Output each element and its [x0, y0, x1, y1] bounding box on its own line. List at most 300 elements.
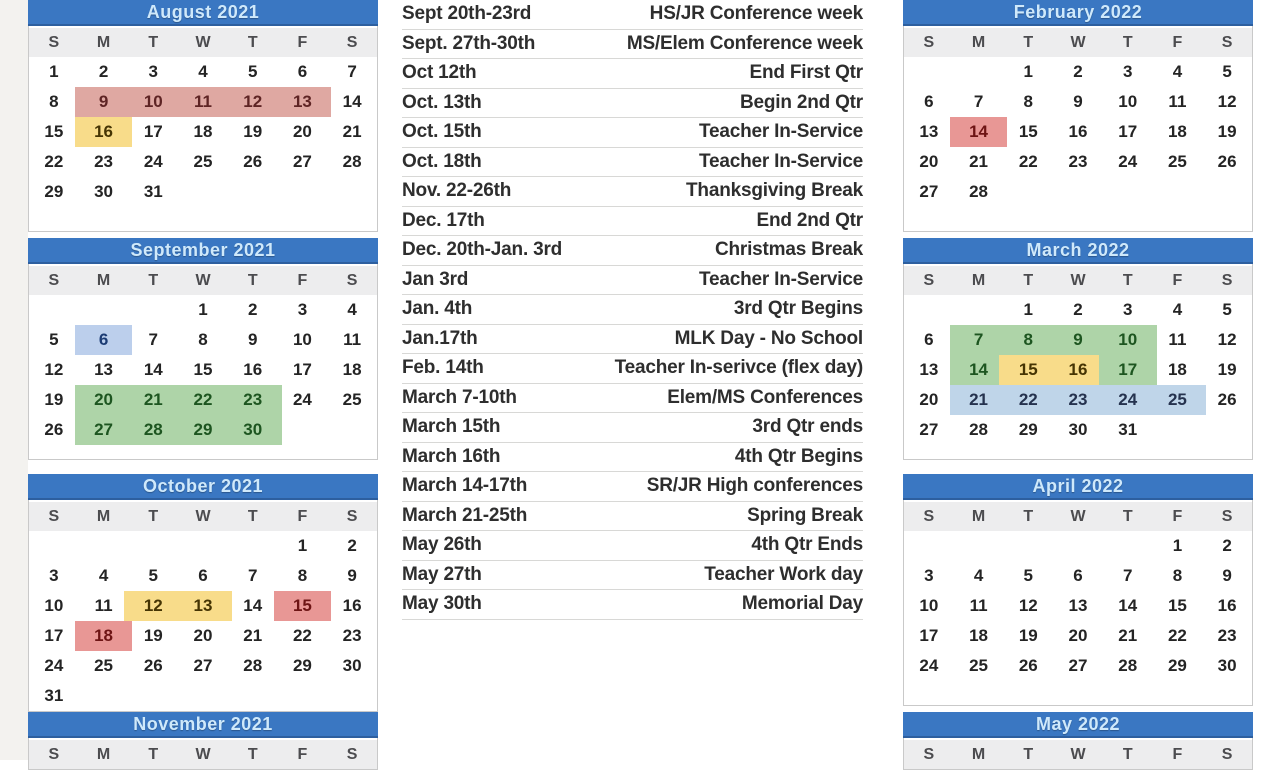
- event-label: MS/Elem Conference week: [626, 32, 863, 54]
- day-cell: 26: [1217, 390, 1237, 409]
- weekday-label: F: [297, 34, 308, 51]
- day-cell: 29: [44, 182, 64, 201]
- day-cell: 26: [1217, 152, 1237, 171]
- empty-cell: [1003, 531, 1053, 561]
- day-cell: 8: [1003, 325, 1053, 355]
- event-row: [402, 89, 863, 119]
- weekday-label: M: [971, 34, 986, 51]
- day-cell: 25: [342, 390, 362, 409]
- event-label: 4th Qtr Begins: [734, 445, 863, 467]
- day-cell: 5: [1023, 566, 1034, 585]
- event-row: [402, 266, 863, 296]
- event-date: Nov. 22-26th: [402, 180, 512, 202]
- month-title: May 2022: [903, 712, 1253, 738]
- weekday-label: F: [1172, 272, 1183, 289]
- weekday-label: T: [1122, 746, 1133, 763]
- event-date: Jan.17th: [402, 327, 478, 349]
- day-cell: 28: [342, 152, 362, 171]
- day-cell: 25: [1167, 152, 1187, 171]
- day-cell: 17: [1103, 355, 1153, 385]
- day-cell: 18: [969, 626, 989, 645]
- day-cell: 10: [1118, 92, 1138, 111]
- month-august-2021: [28, 0, 378, 232]
- empty-cell: [904, 57, 954, 87]
- weekday-header-row: [29, 266, 377, 295]
- event-label: End First Qtr: [749, 62, 863, 84]
- day-cell: 5: [1222, 62, 1232, 81]
- month-day-grid: [29, 295, 377, 445]
- event-row: [402, 207, 863, 237]
- day-cell: 26: [143, 656, 163, 675]
- event-date: Sept 20th-23rd: [402, 3, 532, 25]
- day-cell: 22: [178, 385, 228, 415]
- event-label: Teacher In-Service: [699, 268, 863, 290]
- day-cell: 16: [79, 117, 129, 147]
- day-cell: 15: [1167, 596, 1187, 615]
- day-cell: 7: [347, 62, 357, 81]
- day-cell: 5: [148, 566, 159, 585]
- event-date: May 26th: [402, 534, 482, 556]
- day-cell: 30: [228, 415, 278, 445]
- day-cell: 3: [49, 566, 59, 585]
- day-cell: 11: [1168, 330, 1187, 349]
- day-cell: 19: [1217, 122, 1237, 141]
- day-cell: 28: [243, 656, 263, 675]
- day-cell: 1: [49, 62, 59, 81]
- day-cell: 13: [919, 122, 939, 141]
- month-body: [28, 264, 378, 460]
- weekday-label: T: [247, 746, 258, 763]
- day-cell: 21: [954, 385, 1004, 415]
- weekday-label: F: [297, 272, 308, 289]
- empty-cell: [1153, 177, 1203, 207]
- day-cell: 3: [1122, 300, 1133, 319]
- day-cell: 21: [969, 152, 989, 171]
- day-cell: 12: [1217, 92, 1237, 111]
- day-cell: 9: [79, 87, 129, 117]
- event-row: [402, 236, 863, 266]
- weekday-label: T: [1023, 34, 1034, 51]
- day-cell: 18: [79, 621, 129, 651]
- day-cell: 12: [228, 87, 278, 117]
- day-cell: 26: [243, 152, 263, 171]
- weekday-label: W: [1070, 34, 1086, 51]
- weekday-label: F: [1172, 746, 1183, 763]
- day-cell: 23: [228, 385, 278, 415]
- day-cell: 6: [297, 62, 308, 81]
- month-body: [28, 500, 378, 712]
- day-cell: 11: [94, 596, 113, 615]
- event-label: Begin 2nd Qtr: [739, 91, 863, 113]
- weekday-label: T: [1023, 746, 1034, 763]
- event-label: Elem/MS Conferences: [667, 386, 863, 408]
- month-day-grid: [29, 57, 377, 207]
- day-cell: 27: [292, 152, 312, 171]
- event-date: Dec. 20th-Jan. 3rd: [402, 239, 563, 261]
- day-cell: 22: [1167, 626, 1187, 645]
- day-cell: 14: [143, 360, 163, 379]
- day-cell: 20: [292, 122, 312, 141]
- weekday-label: M: [96, 508, 111, 525]
- month-title: October 2021: [28, 474, 378, 500]
- empty-cell: [29, 531, 79, 561]
- event-label: 3rd Qtr Begins: [733, 298, 863, 320]
- weekday-label: T: [148, 508, 159, 525]
- day-cell: 8: [1023, 92, 1034, 111]
- page-left-margin: [0, 0, 28, 760]
- event-label: Christmas Break: [714, 239, 863, 261]
- event-date: May 30th: [402, 593, 482, 615]
- weekday-header-row: [29, 740, 377, 769]
- day-cell: 25: [193, 152, 213, 171]
- event-row: [402, 413, 863, 443]
- day-cell: 27: [79, 415, 129, 445]
- day-cell: 31: [44, 686, 64, 705]
- day-cell: 15: [1018, 122, 1038, 141]
- day-cell: 29: [292, 656, 312, 675]
- day-cell: 3: [297, 300, 308, 319]
- event-row: [402, 118, 863, 148]
- day-cell: 24: [292, 390, 312, 409]
- day-cell: 4: [347, 300, 357, 319]
- weekday-label: S: [48, 272, 60, 289]
- day-cell: 2: [347, 536, 357, 555]
- day-cell: 25: [1153, 385, 1203, 415]
- weekday-label: S: [48, 746, 60, 763]
- event-date: Feb. 14th: [402, 357, 484, 379]
- month-september-2021: [28, 238, 378, 460]
- day-cell: 15: [278, 591, 328, 621]
- empty-cell: [1202, 415, 1252, 445]
- weekday-label: W: [1070, 508, 1086, 525]
- day-cell: 4: [1172, 300, 1183, 319]
- day-cell: 1: [1023, 62, 1034, 81]
- day-cell: 14: [243, 596, 263, 615]
- month-may-2022: [903, 712, 1253, 770]
- event-row: [402, 295, 863, 325]
- event-date: Jan. 4th: [402, 298, 473, 320]
- day-cell: 30: [94, 182, 114, 201]
- day-cell: 20: [1068, 626, 1088, 645]
- empty-cell: [178, 177, 228, 207]
- event-date: Oct. 13th: [402, 91, 482, 113]
- weekday-label: T: [247, 508, 258, 525]
- day-cell: 25: [94, 656, 114, 675]
- day-cell: 9: [247, 330, 258, 349]
- event-row: [402, 354, 863, 384]
- empty-cell: [128, 531, 178, 561]
- weekday-label: S: [923, 746, 935, 763]
- day-cell: 30: [342, 656, 362, 675]
- day-cell: 11: [969, 596, 988, 615]
- day-cell: 31: [1118, 420, 1138, 439]
- day-cell: 2: [1222, 536, 1232, 555]
- weekday-label: W: [195, 34, 211, 51]
- day-cell: 19: [1217, 360, 1237, 379]
- day-cell: 21: [1118, 626, 1138, 645]
- day-cell: 24: [1118, 152, 1138, 171]
- weekday-label: M: [971, 272, 986, 289]
- event-row: [402, 325, 863, 355]
- day-cell: 21: [342, 122, 362, 141]
- empty-cell: [1202, 177, 1252, 207]
- event-row: [402, 561, 863, 591]
- event-date: March 16th: [402, 445, 501, 467]
- day-cell: 24: [1103, 385, 1153, 415]
- empty-cell: [178, 681, 228, 711]
- empty-cell: [954, 57, 1004, 87]
- event-row: [402, 59, 863, 89]
- month-day-grid: [904, 531, 1252, 681]
- day-cell: 7: [148, 330, 159, 349]
- day-cell: 19: [243, 122, 263, 141]
- month-title: April 2022: [903, 474, 1253, 500]
- empty-cell: [128, 681, 178, 711]
- weekday-label: S: [1221, 508, 1233, 525]
- weekday-header-row: [904, 28, 1252, 57]
- day-cell: 23: [1068, 152, 1088, 171]
- event-date: Oct. 15th: [402, 121, 482, 143]
- day-cell: 11: [1168, 92, 1187, 111]
- month-title: March 2022: [903, 238, 1253, 264]
- event-label: End 2nd Qtr: [756, 209, 863, 231]
- empty-cell: [1103, 531, 1153, 561]
- event-date: March 7-10th: [402, 386, 517, 408]
- day-cell: 6: [924, 330, 934, 349]
- day-cell: 28: [969, 420, 989, 439]
- day-cell: 2: [98, 62, 109, 81]
- day-cell: 10: [292, 330, 312, 349]
- weekday-label: T: [247, 34, 258, 51]
- day-cell: 18: [342, 360, 362, 379]
- day-cell: 12: [1018, 596, 1038, 615]
- weekday-label: T: [1122, 508, 1133, 525]
- day-cell: 15: [1003, 355, 1053, 385]
- day-cell: 13: [1068, 596, 1088, 615]
- empty-cell: [327, 681, 377, 711]
- empty-cell: [954, 295, 1004, 325]
- day-cell: 5: [49, 330, 59, 349]
- day-cell: 23: [1217, 626, 1237, 645]
- day-cell: 16: [1217, 596, 1237, 615]
- day-cell: 14: [954, 117, 1004, 147]
- day-cell: 19: [1018, 626, 1038, 645]
- empty-cell: [228, 177, 278, 207]
- weekday-label: W: [195, 746, 211, 763]
- weekday-label: S: [923, 272, 935, 289]
- event-label: Teacher In-serivce (flex day): [614, 357, 863, 379]
- day-cell: 29: [178, 415, 228, 445]
- weekday-label: S: [346, 746, 358, 763]
- day-cell: 9: [1222, 566, 1232, 585]
- empty-cell: [278, 415, 328, 445]
- empty-cell: [1153, 415, 1203, 445]
- day-cell: 18: [193, 122, 213, 141]
- day-cell: 2: [1073, 62, 1083, 81]
- weekday-label: W: [195, 272, 211, 289]
- event-label: 3rd Qtr ends: [752, 416, 863, 438]
- day-cell: 6: [924, 92, 934, 111]
- day-cell: 28: [128, 415, 178, 445]
- day-cell: 10: [919, 596, 939, 615]
- weekday-label: F: [1172, 34, 1183, 51]
- empty-cell: [904, 295, 954, 325]
- empty-cell: [79, 531, 129, 561]
- event-row: [402, 30, 863, 60]
- day-cell: 17: [143, 122, 163, 141]
- day-cell: 28: [969, 182, 989, 201]
- day-cell: 30: [1217, 656, 1237, 675]
- day-cell: 18: [1167, 360, 1187, 379]
- day-cell: 17: [1118, 122, 1138, 141]
- event-row: [402, 531, 863, 561]
- empty-cell: [228, 531, 278, 561]
- day-cell: 6: [79, 325, 129, 355]
- event-date: March 21-25th: [402, 504, 528, 526]
- event-label: SR/JR High conferences: [646, 475, 863, 497]
- left-calendar-column: [28, 0, 378, 763]
- day-cell: 8: [297, 566, 308, 585]
- month-day-grid: [29, 531, 377, 711]
- event-date: March 15th: [402, 416, 501, 438]
- day-cell: 5: [1222, 300, 1232, 319]
- event-label: Teacher In-Service: [699, 150, 863, 172]
- right-calendar-column: [903, 0, 1253, 763]
- empty-cell: [178, 531, 228, 561]
- weekday-label: S: [1221, 746, 1233, 763]
- day-cell: 29: [1167, 656, 1187, 675]
- event-date: Oct. 18th: [402, 150, 482, 172]
- weekday-label: S: [923, 34, 935, 51]
- day-cell: 24: [143, 152, 163, 171]
- day-cell: 22: [292, 626, 312, 645]
- event-label: Spring Break: [747, 504, 863, 526]
- empty-cell: [278, 681, 328, 711]
- event-label: 4th Qtr Ends: [751, 534, 863, 556]
- day-cell: 28: [1118, 656, 1138, 675]
- day-cell: 5: [247, 62, 258, 81]
- weekday-label: S: [346, 508, 358, 525]
- empty-cell: [128, 295, 178, 325]
- event-label: Thanksgiving Break: [686, 180, 863, 202]
- empty-cell: [327, 415, 377, 445]
- day-cell: 26: [44, 420, 64, 439]
- month-november-2021: [28, 712, 378, 770]
- day-cell: 12: [128, 591, 178, 621]
- empty-cell: [327, 177, 377, 207]
- weekday-label: F: [297, 746, 308, 763]
- event-date: May 27th: [402, 563, 482, 585]
- weekday-label: T: [148, 34, 159, 51]
- day-cell: 3: [1122, 62, 1133, 81]
- weekday-label: T: [247, 272, 258, 289]
- month-body: [28, 738, 378, 770]
- day-cell: 9: [347, 566, 357, 585]
- day-cell: 17: [919, 626, 939, 645]
- month-title: February 2022: [903, 0, 1253, 26]
- event-row: [402, 502, 863, 532]
- day-cell: 23: [94, 152, 114, 171]
- day-cell: 31: [143, 182, 163, 201]
- weekday-label: W: [195, 508, 211, 525]
- day-cell: 1: [1023, 300, 1034, 319]
- event-label: HS/JR Conference week: [649, 3, 863, 25]
- day-cell: 16: [342, 596, 362, 615]
- empty-cell: [79, 295, 129, 325]
- day-cell: 21: [243, 626, 263, 645]
- day-cell: 23: [342, 626, 362, 645]
- empty-cell: [904, 531, 954, 561]
- weekday-label: S: [346, 272, 358, 289]
- month-body: [903, 738, 1253, 770]
- empty-cell: [1003, 177, 1053, 207]
- event-list: [402, 0, 863, 620]
- weekday-label: S: [1221, 34, 1233, 51]
- event-label: MLK Day - No School: [674, 327, 863, 349]
- day-cell: 14: [342, 92, 362, 111]
- event-label: Teacher In-Service: [699, 121, 863, 143]
- month-title: August 2021: [28, 0, 378, 26]
- day-cell: 13: [278, 87, 328, 117]
- weekday-label: W: [1070, 746, 1086, 763]
- weekday-label: T: [1023, 272, 1034, 289]
- day-cell: 15: [193, 360, 213, 379]
- month-body: [28, 26, 378, 232]
- day-cell: 17: [44, 626, 64, 645]
- event-label: Teacher Work day: [704, 563, 863, 585]
- day-cell: 29: [1018, 420, 1038, 439]
- day-cell: 22: [1018, 152, 1038, 171]
- empty-cell: [29, 295, 79, 325]
- day-cell: 11: [178, 87, 228, 117]
- day-cell: 27: [1068, 656, 1088, 675]
- event-date: March 14-17th: [402, 475, 528, 497]
- day-cell: 2: [1073, 300, 1083, 319]
- empty-cell: [228, 681, 278, 711]
- day-cell: 17: [292, 360, 312, 379]
- weekday-label: M: [96, 34, 111, 51]
- weekday-header-row: [904, 266, 1252, 295]
- day-cell: 14: [954, 355, 1004, 385]
- day-cell: 2: [247, 300, 258, 319]
- month-february-2022: [903, 0, 1253, 232]
- event-date: Oct 12th: [402, 62, 477, 84]
- month-day-grid: [904, 57, 1252, 207]
- weekday-label: M: [96, 746, 111, 763]
- day-cell: 16: [1053, 355, 1103, 385]
- weekday-label: W: [1070, 272, 1086, 289]
- month-body: [903, 500, 1253, 706]
- day-cell: 9: [1053, 325, 1103, 355]
- day-cell: 1: [297, 536, 308, 555]
- month-title: September 2021: [28, 238, 378, 264]
- month-body: [903, 26, 1253, 232]
- day-cell: 27: [919, 182, 939, 201]
- day-cell: 8: [49, 92, 59, 111]
- day-cell: 3: [148, 62, 159, 81]
- day-cell: 8: [1172, 566, 1183, 585]
- day-cell: 12: [44, 360, 64, 379]
- event-row: [402, 472, 863, 502]
- weekday-label: S: [48, 508, 60, 525]
- weekday-label: S: [346, 34, 358, 51]
- weekday-label: M: [971, 508, 986, 525]
- day-cell: 19: [143, 626, 163, 645]
- event-row: [402, 384, 863, 414]
- event-row: [402, 443, 863, 473]
- day-cell: 13: [178, 591, 228, 621]
- empty-cell: [1103, 177, 1153, 207]
